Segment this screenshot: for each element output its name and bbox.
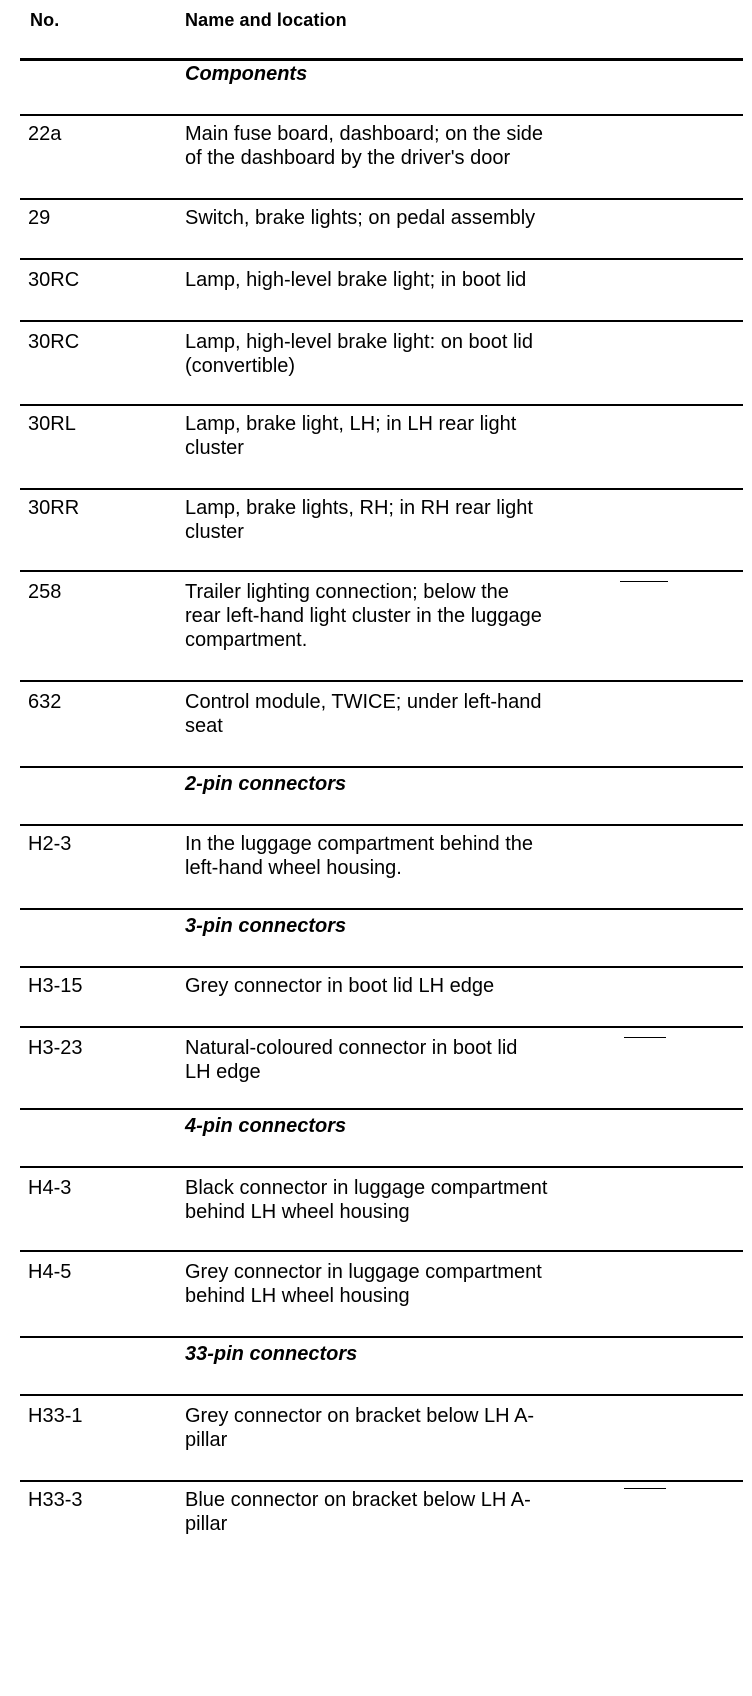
row-divider — [20, 198, 743, 200]
row-divider — [20, 824, 743, 826]
row-location-line: (convertible) — [185, 355, 296, 377]
row-location-line: Natural-coloured connector in boot lid — [185, 1037, 518, 1059]
row-number: H33-3 — [28, 1489, 83, 1511]
row-location — [185, 412, 685, 460]
row-location — [185, 580, 685, 652]
row-number: 29 — [28, 207, 51, 229]
row-location-line: pillar — [185, 1513, 228, 1535]
row-divider — [20, 1108, 743, 1110]
row-location-line: pillar — [185, 1429, 228, 1451]
section-heading-components: Components — [185, 63, 308, 85]
row-location — [185, 330, 685, 378]
row-number: 30RL — [28, 413, 76, 435]
row-divider — [20, 1336, 743, 1338]
row-divider — [20, 680, 743, 682]
section-heading-33-pin: 33-pin connectors — [185, 1343, 358, 1365]
row-location — [185, 1036, 685, 1084]
row-location-line: rear left-hand light cluster in the luggage — [185, 605, 542, 627]
row-location-line: Black connector in luggage compartment — [185, 1177, 548, 1199]
row-divider — [20, 570, 743, 572]
row-number: H3-23 — [28, 1037, 83, 1059]
row-location — [185, 1404, 685, 1452]
row-number: 258 — [28, 581, 62, 603]
row-location-line: Grey connector in boot lid LH edge — [185, 975, 495, 997]
row-number: H4-5 — [28, 1261, 72, 1283]
row-location-line: cluster — [185, 521, 244, 543]
row-location-line: behind LH wheel housing — [185, 1285, 410, 1307]
row-location-line: compartment. — [185, 629, 308, 651]
row-location-line: Lamp, brake lights, RH; in RH rear light — [185, 497, 533, 519]
row-location — [185, 832, 685, 880]
row-divider — [20, 1250, 743, 1252]
row-location-line: Trailer lighting connection; below the — [185, 581, 509, 603]
row-location-line: Lamp, high-level brake light; in boot lid — [185, 269, 527, 291]
row-location-line: Main fuse board, dashboard; on the side — [185, 123, 544, 145]
row-divider — [20, 1026, 743, 1028]
row-location-line: cluster — [185, 437, 244, 459]
column-header-no: No. — [30, 10, 60, 30]
row-number: H33-1 — [28, 1405, 83, 1427]
row-number: 30RC — [28, 269, 80, 291]
row-number: H2-3 — [28, 833, 72, 855]
row-location — [185, 974, 685, 998]
column-header-name: Name and location — [185, 10, 347, 30]
row-divider — [20, 966, 743, 968]
row-location-line: Switch, brake lights; on pedal assembly — [185, 207, 536, 229]
scan-mark — [624, 1488, 666, 1489]
row-location — [185, 268, 685, 292]
scan-mark — [620, 581, 668, 582]
row-location-line: Grey connector on bracket below LH A- — [185, 1405, 535, 1427]
row-number: H4-3 — [28, 1177, 72, 1199]
section-heading-4-pin: 4-pin connectors — [185, 1115, 347, 1137]
row-location — [185, 1176, 685, 1224]
row-location-line: LH edge — [185, 1061, 261, 1083]
row-divider — [20, 1480, 743, 1482]
row-location-line: Lamp, high-level brake light: on boot lid — [185, 331, 533, 353]
row-number: 22a — [28, 123, 62, 145]
row-location — [185, 122, 685, 170]
section-heading-2-pin: 2-pin connectors — [185, 773, 347, 795]
row-location-line: In the luggage compartment behind the — [185, 833, 534, 855]
row-location-line: Blue connector on bracket below LH A- — [185, 1489, 531, 1511]
row-number: 30RR — [28, 497, 80, 519]
row-location-line: Lamp, brake light, LH; in LH rear light — [185, 413, 517, 435]
row-location — [185, 690, 685, 738]
section-heading-3-pin: 3-pin connectors — [185, 915, 347, 937]
header-rule — [20, 58, 743, 61]
row-location — [185, 1260, 685, 1308]
row-divider — [20, 404, 743, 406]
scan-mark — [624, 1037, 666, 1038]
row-location — [185, 496, 685, 544]
row-divider — [20, 1166, 743, 1168]
row-location — [185, 1488, 685, 1536]
row-divider — [20, 258, 743, 260]
row-number: H3-15 — [28, 975, 83, 997]
row-location-line: Grey connector in luggage compartment — [185, 1261, 542, 1283]
row-location-line: left-hand wheel housing. — [185, 857, 402, 879]
row-location — [185, 206, 685, 230]
row-divider — [20, 908, 743, 910]
row-location-line: Control module, TWICE; under left-hand — [185, 691, 542, 713]
row-divider — [20, 488, 743, 490]
row-number: 30RC — [28, 331, 80, 353]
row-location-line: behind LH wheel housing — [185, 1201, 410, 1223]
row-divider — [20, 114, 743, 116]
row-location-line: seat — [185, 715, 223, 737]
row-divider — [20, 320, 743, 322]
row-divider — [20, 1394, 743, 1396]
row-location-line: of the dashboard by the driver's door — [185, 147, 511, 169]
row-divider — [20, 766, 743, 768]
row-number: 632 — [28, 691, 62, 713]
